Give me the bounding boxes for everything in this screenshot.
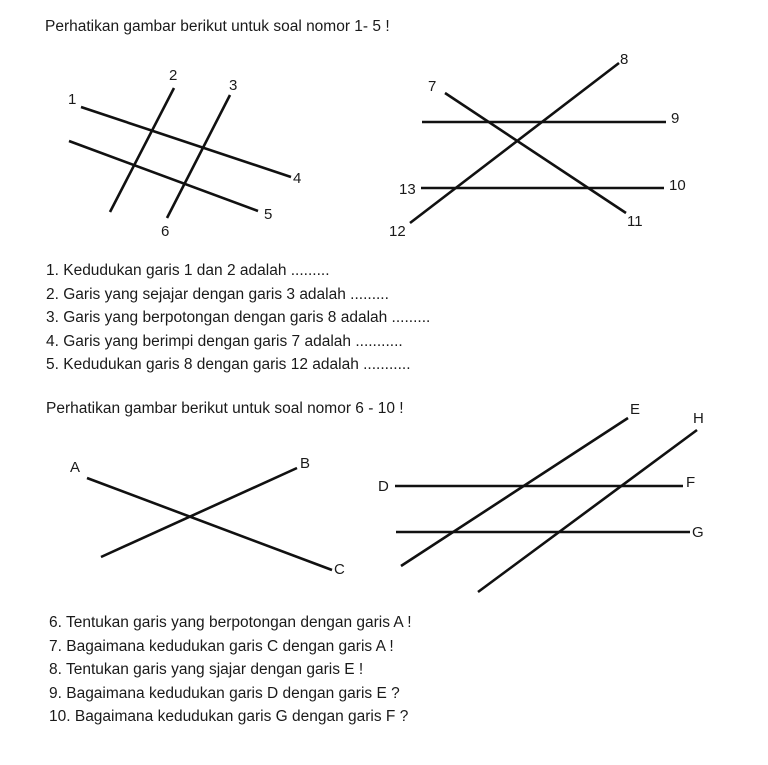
line-8-12 [410,63,619,223]
label-C: C [334,561,345,578]
question-1: 1. Kedudukan garis 1 dan 2 adalah ......... [46,262,330,279]
label-H: H [693,410,704,427]
label-A: A [70,459,81,476]
question-6: 6. Tentukan garis yang berpotongan dengan garis A ! [49,614,412,631]
label-G: G [692,524,704,541]
line-A-C [87,478,332,570]
line-E [401,418,628,566]
line-2 [110,88,174,212]
line-H [478,430,697,592]
line-B [101,468,297,557]
label-E: E [630,401,641,418]
label-11: 11 [627,213,643,230]
question-8: 8. Tentukan garis yang sjajar dengan garis E ! [49,661,364,678]
questions-6-10 [49,611,412,729]
figure-2-right [378,401,704,592]
label-F: F [686,474,696,491]
label-5: 5 [264,206,273,223]
figure-1-right [389,51,686,240]
label-3: 3 [229,77,238,94]
line-3-6 [167,95,230,218]
question-4: 4. Garis yang berimpi dengan garis 7 adalah ........... [46,332,403,350]
question-9: 9. Bagaimana kedudukan garis D dengan garis E ? [49,684,400,702]
section-1-heading: Perhatikan gambar berikut untuk soal nomor 1- 5 ! [45,18,390,35]
questions-1-5 [46,259,430,377]
label-6: 6 [161,223,170,240]
label-12: 12 [389,223,406,240]
label-8: 8 [620,51,629,68]
label-9: 9 [671,110,680,127]
label-4: 4 [293,170,302,187]
line-1-4 [81,107,291,177]
question-10: 10. Bagaimana kedudukan garis G dengan garis F ? [49,708,409,725]
line-7-11 [445,93,626,213]
label-B: B [300,455,311,472]
question-7: 7. Bagaimana kedudukan garis C dengan garis A ! [49,637,394,655]
label-1: 1 [68,91,77,108]
label-10: 10 [669,177,686,194]
question-5: 5. Kedudukan garis 8 dengan garis 12 adalah ........... [46,356,411,373]
section-2-heading: Perhatikan gambar berikut untuk soal nomor 6 - 10 ! [46,400,404,417]
question-3: 3. Garis yang berpotongan dengan garis 8 adalah ......... [46,309,431,326]
line-5 [69,141,258,211]
label-2: 2 [169,67,178,84]
question-2: 2. Garis yang sejajar dengan garis 3 adalah ......... [46,285,389,303]
figure-2-left [70,455,345,578]
label-13: 13 [399,181,416,198]
label-7: 7 [428,78,437,95]
label-D: D [378,478,389,495]
figure-1-left [68,67,301,240]
